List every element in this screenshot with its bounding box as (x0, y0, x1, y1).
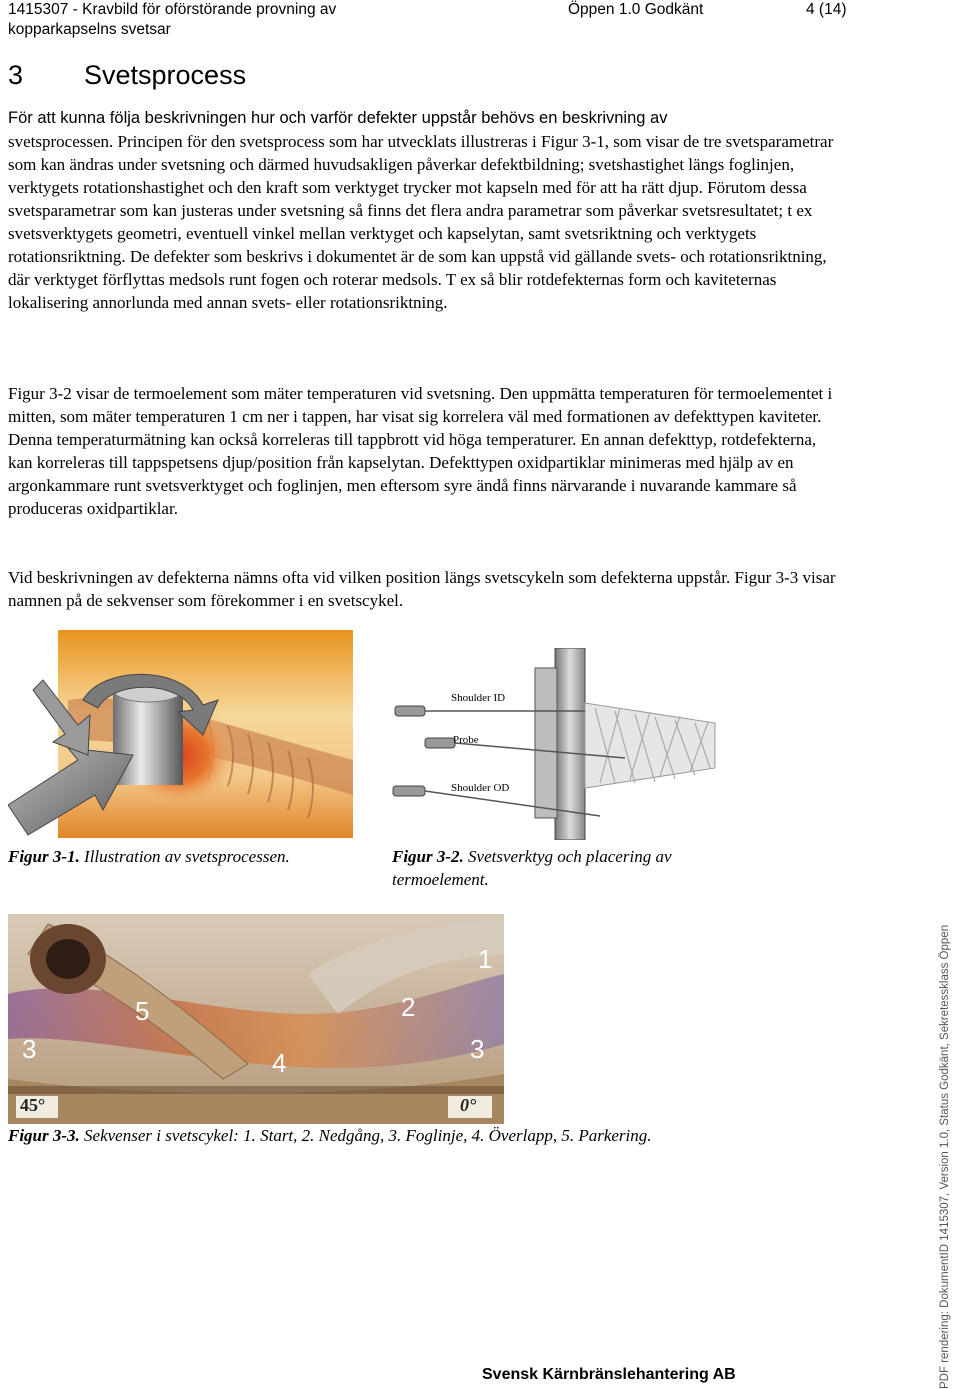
weld-process-illustration (8, 630, 353, 838)
section-title: Svetsprocess (84, 60, 247, 90)
figure-3-1-caption (8, 845, 378, 868)
intro-line: För att kunna följa beskrivningen hur och varför defekter uppstår behövs en beskrivning av (8, 109, 668, 127)
marker-4: 4 (272, 1048, 287, 1078)
label-shoulder-od: Shoulder OD (451, 782, 510, 794)
marker-1: 1 (478, 944, 493, 974)
label-probe: Probe (453, 734, 479, 746)
figure-3-3-text: Sekvenser i svetscykel: 1. Start, 2. Nedgång, 3. Foglinje, 4. Överlapp, 5. Parkering. (79, 1126, 652, 1145)
section-heading (8, 60, 246, 91)
marker-3-left: 3 (22, 1034, 37, 1064)
header-status: Öppen 1.0 Godkänt (568, 1, 704, 18)
paragraph-3: Vid beskrivningen av defekterna nämns ofta vid vilken position längs svetscykeln som defekterna uppstår. Figur 3-3 visar namnen på de sekvenser som förekommer i en svetscykel. (8, 568, 836, 610)
figure-3-3-caption (8, 1124, 888, 1147)
side-rendering-note: PDF rendering: DokumentID 1415307, Version 1.0, Status Godkänt, Sekretessklass Öppen (939, 924, 951, 1389)
angle-label-45: 45° (20, 1095, 46, 1115)
figure-3-2-label: Figur 3-2. (392, 847, 464, 866)
figure-3-1-label: Figur 3-1. (8, 847, 80, 866)
figure-3-2-image (385, 648, 730, 840)
weld-cycle-photo (8, 914, 504, 1124)
figure-3-3-label: Figur 3-3. (8, 1126, 80, 1145)
footer-company: Svensk Kärnbränslehantering AB (482, 1366, 736, 1383)
figure-3-1-image (8, 630, 353, 838)
figure-3-1-text: Illustration av svetsprocessen. (79, 847, 290, 866)
label-shoulder-id: Shoulder ID (451, 692, 506, 704)
header-title-line2: kopparkapselns svetsar (8, 21, 171, 38)
weld-tool-thermocouple-diagram (385, 648, 730, 840)
figure-3-3-image (8, 914, 504, 1124)
paragraph-2: Figur 3-2 visar de termoelement som mäter temperaturen vid svetsning. Den uppmätta temperaturen för termoelementet i mitten, som mäter temperaturen 1 cm ner i tappen, har visat sig korrelera väl med formationen av defekttypen kaviteter. Denna temperaturmätning kan också korreleras till tappbrott vid höga temperaturer. En annan defekttyp, rotdefekterna, kan korreleras till tappspetsens djup/position från kapselytan. Defekttypen oxidpartiklar minimeras med hjälp av en argonkammare runt svetsverktyget och foglinjen, men eftersom syre ändå finns närvarande i nuvarande kammare så produceras oxidpartiklar. (8, 384, 833, 518)
marker-3-right: 3 (470, 1034, 485, 1064)
header-page-number: 4 (14) (806, 1, 847, 18)
section-number: 3 (8, 60, 24, 90)
header-title-line1: 1415307 - Kravbild för oförstörande provning av (8, 1, 337, 18)
header-doc-title (8, 0, 336, 40)
angle-label-0: 0° (460, 1095, 477, 1115)
marker-5: 5 (135, 996, 150, 1026)
marker-2: 2 (401, 992, 416, 1022)
figure-3-2-text: Svetsverktyg och placering av termoelement. (392, 847, 672, 889)
paragraph-1: svetsprocessen. Principen för den svetsprocess som har utvecklats illustreras i Figur 3-1, som visar de tre svetsparametrar som kan ändras under svetsning och därmed huvudsakligen påverkar defektbildning; svetshastighet längs foglinjen, verktygets rotationshastighet och den kraft som verktyget trycker mot kapseln med för att ha rätt djup. Förutom dessa svetsparametrar som kan justeras under svetsning så finns det flera andra parametrar som påverkar svetsresultatet; t ex svetsverktygets geometri, eventuell vinkel mellan verktyget och kapselytan, samt svetsriktning och verktygets rotationsriktning. De defekter som beskrivs i dokumentet är de som kan uppstå vid gällande svets- och rotationsriktning, där verktyget förflyttas medsols runt fogen och roterar medsols. T ex så blir rotdefekternas form och kaviteternas lokalisering annorlunda med annan svets- eller rotationsriktning. (8, 132, 834, 312)
figure-3-2-caption (392, 845, 772, 891)
